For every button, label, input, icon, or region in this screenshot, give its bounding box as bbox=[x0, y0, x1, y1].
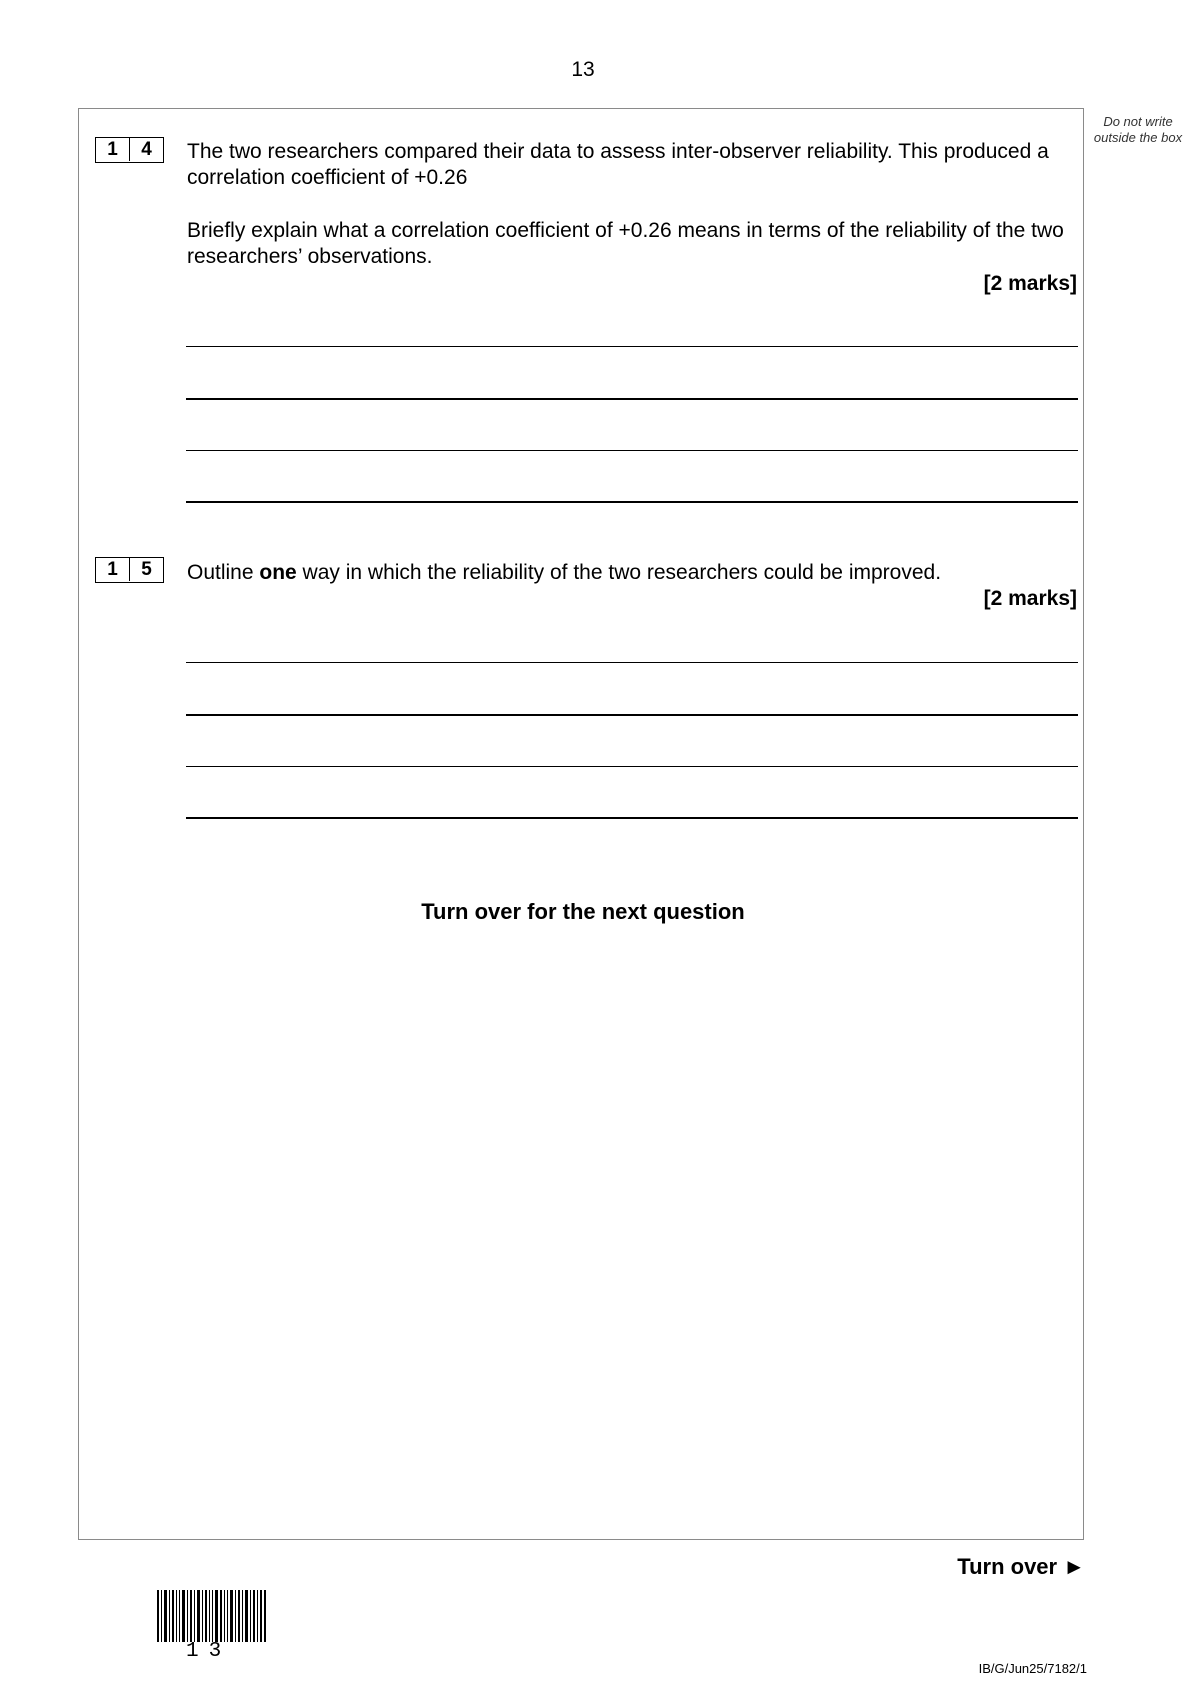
question-number-14 bbox=[95, 137, 164, 163]
barcode-icon bbox=[157, 1590, 267, 1642]
question-14-text: The two researchers compared their data to assess inter-observer reliability. This produced a correlation coefficient of +0.26 bbox=[187, 140, 1049, 189]
question-number-digit: 1 bbox=[107, 559, 118, 580]
turn-over-label: Turn over ► bbox=[957, 1554, 1085, 1579]
answer-box-border bbox=[78, 108, 1084, 1540]
answer-line[interactable] bbox=[186, 346, 1078, 347]
answer-line[interactable] bbox=[186, 398, 1078, 400]
question-15-text-start: Outline bbox=[187, 561, 260, 584]
question-15-text bbox=[187, 560, 1080, 586]
page-number: 13 bbox=[571, 58, 595, 81]
answer-line[interactable] bbox=[186, 714, 1078, 716]
question-14-marks: [2 marks] bbox=[983, 272, 1077, 295]
turn-over-next-question: Turn over for the next question bbox=[421, 899, 745, 924]
answer-line[interactable] bbox=[186, 501, 1078, 503]
question-number-digit: 1 bbox=[107, 139, 118, 160]
answer-line[interactable] bbox=[186, 662, 1078, 663]
answer-line[interactable] bbox=[186, 766, 1078, 767]
question-number-digit: 5 bbox=[129, 558, 163, 581]
answer-line[interactable] bbox=[186, 817, 1078, 819]
reference-code: IB/G/Jun25/7182/1 bbox=[978, 1661, 1087, 1676]
question-number-15 bbox=[95, 557, 164, 583]
answer-line[interactable] bbox=[186, 450, 1078, 451]
barcode-digits: 13 bbox=[186, 1640, 232, 1663]
margin-note: Do not write outside the box bbox=[1093, 114, 1183, 145]
question-number-digit: 4 bbox=[129, 138, 163, 161]
question-15-marks: [2 marks] bbox=[983, 587, 1077, 610]
question-14-prompt: Briefly explain what a correlation coefficient of +0.26 means in terms of the reliability of the two researchers’ observations. bbox=[187, 219, 1064, 268]
question-15-bold-word: one bbox=[259, 561, 297, 584]
question-15-text-end: way in which the reliability of the two researchers could be improved. bbox=[296, 561, 942, 584]
